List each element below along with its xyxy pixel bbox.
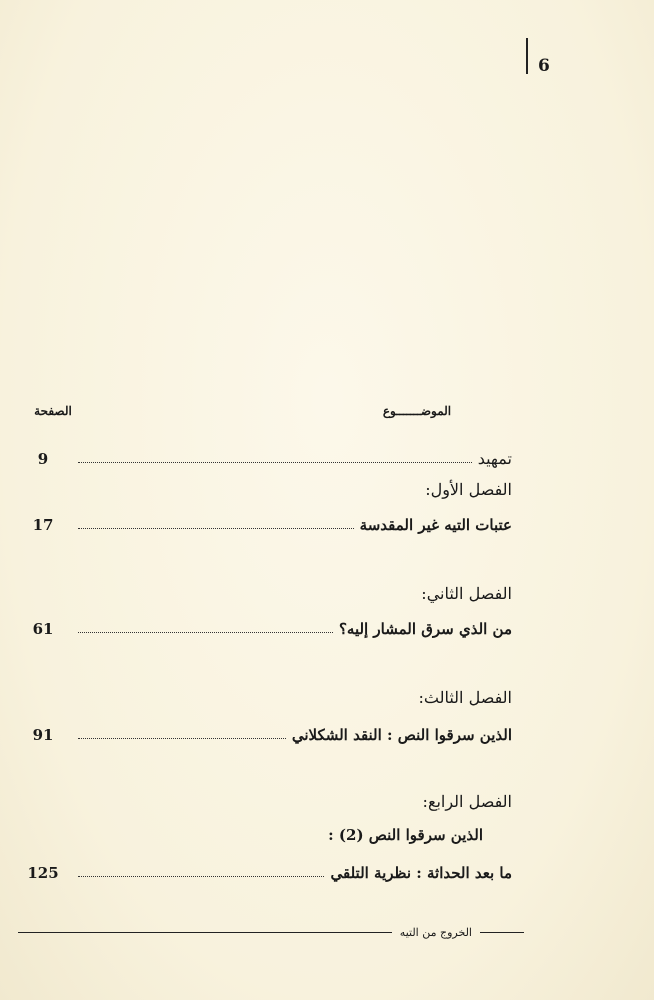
- running-footer: [18, 922, 524, 942]
- chapter-3-label: الفصل الثالث:: [418, 688, 512, 707]
- dot-leader: [78, 528, 354, 529]
- toc-entry-chapter-4[interactable]: [20, 858, 512, 882]
- toc-entry-title: ما بعد الحداثة : نظرية التلقي: [330, 864, 512, 882]
- toc-entry-chapter-3[interactable]: [20, 720, 512, 744]
- toc-entry-chapter-1[interactable]: [20, 510, 512, 534]
- toc-entry-page: 17: [32, 516, 54, 534]
- toc-entry-title: عتبات التيه غير المقدسة: [359, 516, 512, 534]
- chapter-2-label: الفصل الثاني:: [421, 584, 512, 603]
- footer-rule-short: [480, 932, 524, 933]
- toc-entry-page: 125: [27, 864, 59, 882]
- dot-leader: [78, 632, 333, 633]
- toc-entry-title: الذين سرقوا النص : النقد الشكلاني: [291, 726, 512, 744]
- toc-entry-page: 91: [32, 726, 54, 744]
- dot-leader: [78, 462, 472, 463]
- page-number: 6: [538, 56, 550, 76]
- chapter-4-subtitle: الذين سرقوا النص (2) :: [328, 826, 483, 844]
- footer-book-title: الخروج من التيه: [399, 925, 472, 939]
- dot-leader: [78, 876, 324, 877]
- toc-entry-chapter-2[interactable]: [20, 614, 512, 638]
- toc-entry-introduction[interactable]: [20, 444, 512, 468]
- subject-column-header: الموضـــــــوع: [382, 404, 452, 418]
- page-column-header: الصفحة: [34, 404, 72, 418]
- chapter-1-label: الفصل الأول:: [425, 480, 512, 499]
- dot-leader: [78, 738, 286, 739]
- footer-rule-long: [18, 932, 392, 933]
- chapter-4-label: الفصل الرابع:: [422, 792, 512, 811]
- toc-entry-title: من الذي سرق المشار إليه؟: [338, 620, 512, 638]
- toc-entry-page: 61: [32, 620, 54, 638]
- page-number-rule: [526, 38, 528, 74]
- toc-entry-page: 9: [37, 450, 49, 468]
- toc-entry-title: تمهيد: [477, 449, 512, 468]
